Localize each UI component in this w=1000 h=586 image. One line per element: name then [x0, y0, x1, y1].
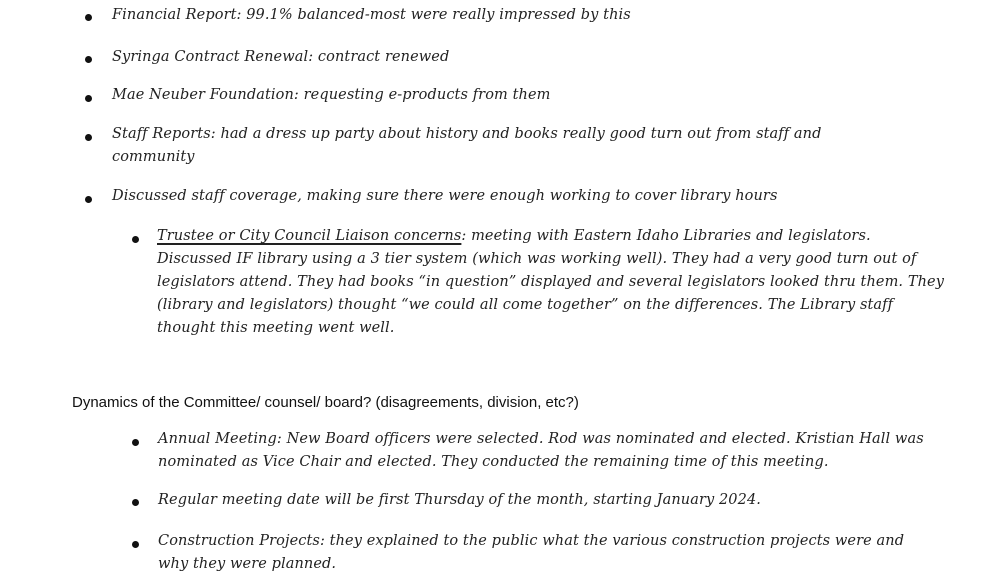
bullet-text-staff-coverage: Discussed staff coverage, making sure there were enough working to cover library hours — [112, 188, 778, 204]
bullet-icon — [85, 134, 92, 141]
section-heading: Dynamics of the Committee/ counsel/ board? (disagreements, division, etc?) — [72, 394, 579, 411]
bullet-text-financial-report: Financial Report: 99.1% balanced-most were really impressed by this — [112, 7, 631, 23]
bullet-icon — [132, 541, 139, 548]
sub-bullet-text-trustee-concerns — [157, 225, 947, 340]
bullet-icon — [85, 95, 92, 102]
sub-bullet-body: : meeting with Eastern Idaho Libraries and legislators. Discussed IF library using a 3 tier system (which was working well). They had a very good turn out of legislators attend. They had books “in question” displayed and several legislators looked thru them. They (library and legislators) thought “we could all come together” on the differences. The Library staff thought this meeting went well. — [157, 228, 945, 336]
bullet-icon — [132, 439, 139, 446]
bullet-text-mae-neuber: Mae Neuber Foundation: requesting e-products from them — [112, 87, 551, 103]
bullet-text-annual-meeting: Annual Meeting: New Board officers were selected. Rod was nominated and elected. Kristian Hall was nominated as Vice Chair and elected. They conducted the remaining time of this meeting. — [158, 431, 924, 470]
bullet-text-construction-projects: Construction Projects: they explained to the public what the various construction projects were and why they were planned. — [158, 533, 905, 572]
sub-bullet-label: Trustee or City Council Liaison concerns — [157, 228, 462, 244]
bullet-text-syringa-contract: Syringa Contract Renewal: contract renewed — [112, 49, 450, 65]
bullet-icon — [85, 196, 92, 203]
bullet-text-regular-meeting-date: Regular meeting date will be first Thursday of the month, starting January 2024. — [158, 492, 761, 508]
bullet-icon — [85, 56, 92, 63]
bullet-icon — [132, 236, 139, 243]
bullet-icon — [85, 14, 92, 21]
bullet-text-staff-reports: Staff Reports: had a dress up party about history and books really good turn out from staff and community — [112, 126, 822, 165]
bullet-icon — [132, 499, 139, 506]
